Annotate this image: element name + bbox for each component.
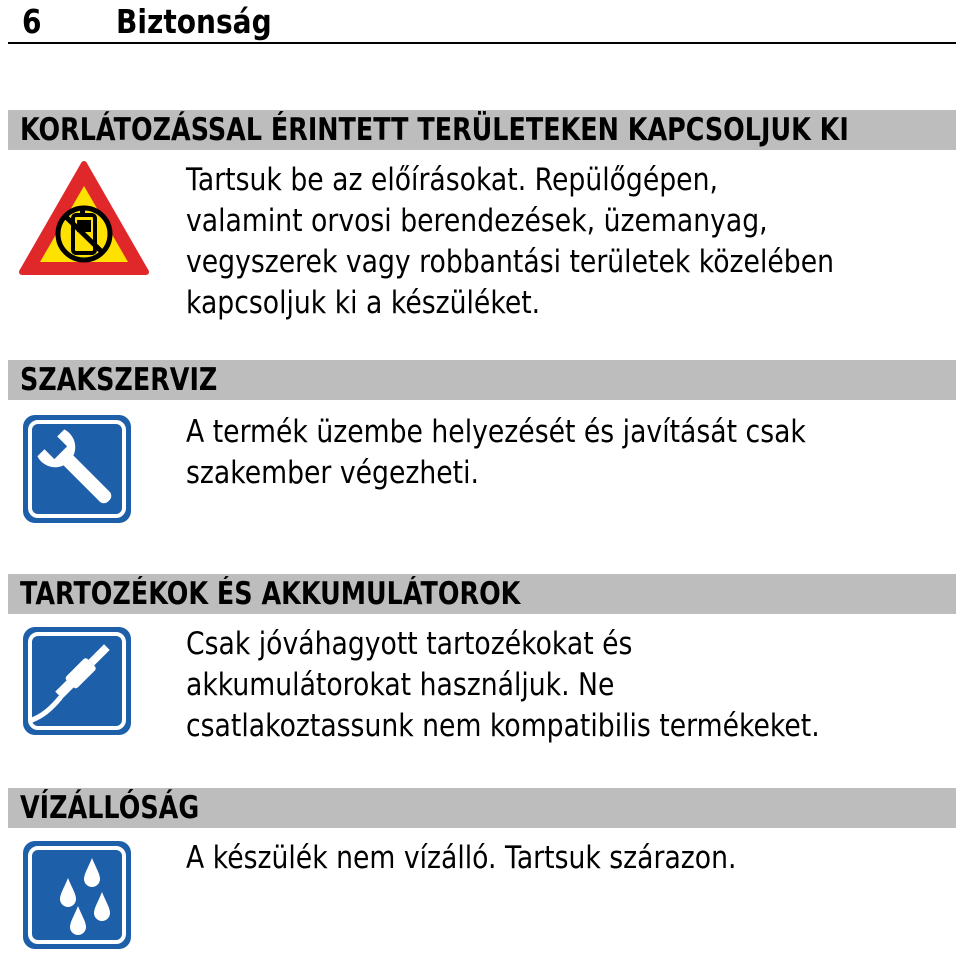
section-body-accessories bbox=[186, 624, 820, 747]
body-line: csatlakoztassunk nem kompatibilis termékeket. bbox=[186, 708, 820, 744]
body-line: szakember végezheti. bbox=[186, 455, 479, 491]
page-number: 6 bbox=[22, 2, 42, 41]
section-heading-text: KORLÁTOZÁSSAL ÉRINTETT TERÜLETEKEN KAPCSOLJUK KI bbox=[20, 112, 849, 148]
section-body-water-resistance bbox=[186, 838, 736, 879]
no-phone-warning-icon bbox=[18, 160, 150, 276]
section-body-service bbox=[186, 412, 806, 494]
section-heading-water-resistance bbox=[8, 788, 956, 828]
body-line: kapcsoljuk ki a készüléket. bbox=[186, 285, 541, 321]
section-heading-text: TARTOZÉKOK ÉS AKKUMULÁTOROK bbox=[20, 576, 521, 612]
section-heading-text: SZAKSZERVIZ bbox=[20, 362, 218, 398]
body-line: vegyszerek vagy robbantási területek közelében bbox=[186, 244, 834, 280]
wrench-icon bbox=[20, 412, 134, 526]
body-line: akkumulátorokat használjuk. Ne bbox=[186, 667, 615, 703]
page-header bbox=[8, 0, 956, 44]
body-line: valamint orvosi berendezések, üzemanyag, bbox=[186, 203, 768, 239]
section-heading-service bbox=[8, 360, 956, 400]
section-heading-accessories bbox=[8, 574, 956, 614]
body-line: Tartsuk be az előírásokat. Repülőgépen, bbox=[186, 162, 718, 198]
section-heading-text: VÍZÁLLÓSÁG bbox=[20, 790, 200, 826]
charger-plug-icon bbox=[20, 624, 134, 738]
section-body-restricted-areas bbox=[186, 160, 834, 324]
section-heading-restricted-areas bbox=[8, 110, 956, 150]
page-title: Biztonság bbox=[116, 2, 272, 41]
body-line: Csak jóváhagyott tartozékokat és bbox=[186, 626, 633, 662]
body-line: A termék üzembe helyezését és javítását csak bbox=[186, 414, 806, 450]
water-drops-icon bbox=[20, 838, 134, 952]
body-line: A készülék nem vízálló. Tartsuk szárazon. bbox=[186, 840, 737, 876]
